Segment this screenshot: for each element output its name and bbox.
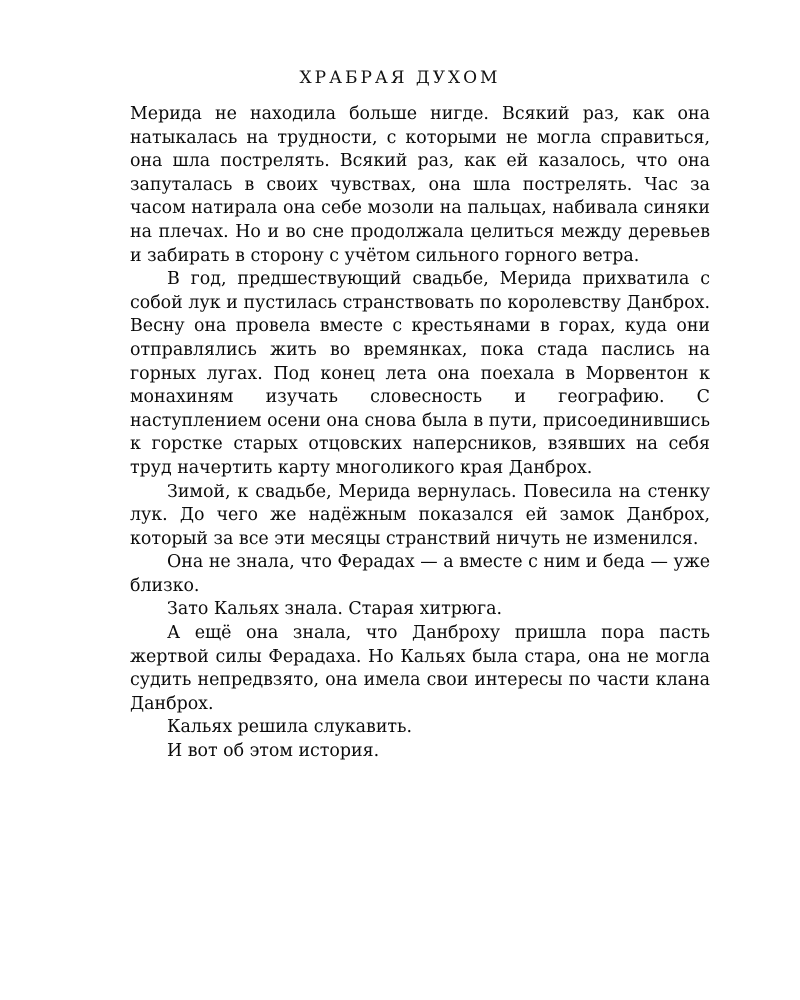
paragraph-2: В год, предшествующий свадьбе, Мерида прихватила с собой лук и пустилась странствовать по королевству Данброх. Весну она провела вместе с крестьянами в горах, куда они отправлялись жить во времянках, пока стада паслись на горных лугах. Под конец лета она поехала в Морвентон к монахиням изучать словесность и географию. С наступлением осени она снова была в пути, присоединившись к горстке старых отцовских наперсников, взявших на себя труд начертить карту многоликого края Данброх. bbox=[130, 269, 710, 478]
paragraph-4: Она не знала, что Ферадах — а вместе с ним и беда — уже близко. bbox=[130, 552, 710, 596]
paragraph-5: Зато Кальях знала. Старая хитрюга. bbox=[167, 599, 502, 620]
paragraph-1: Мерида не находила больше нигде. Всякий раз, как она натыкалась на трудности, с которыми не могла справиться, она шла пострелять. Всякий раз, как ей казалось, что она запуталась в своих чувствах, она шла пострелять. Час за часом натирала она себе мозоли на пальцах, набивала синяки на плечах. Но и во сне продолжала целиться между деревьев и забирать в сторону с учётом сильного горного ветра. bbox=[130, 104, 710, 266]
paragraph-7: Кальях решила слукавить. bbox=[167, 717, 413, 738]
paragraph-3: Зимой, к свадьбе, Мерида вернулась. Повесила на стенку лук. До чего же надёжным показался ей замок Данброх, который за все эти месяцы странствий ничуть не изменился. bbox=[130, 481, 710, 549]
body-text bbox=[130, 103, 710, 764]
paragraph-6: А ещё она знала, что Данброху пришла пора пасть жертвой силы Ферадаха. Но Кальях была стара, она не могла судить непредвзято, она имела свои интересы по части клана Данброх. bbox=[130, 623, 710, 714]
running-head: ХРАБРАЯ ДУХОМ bbox=[299, 68, 501, 88]
paragraph-8: И вот об этом история. bbox=[167, 741, 380, 762]
